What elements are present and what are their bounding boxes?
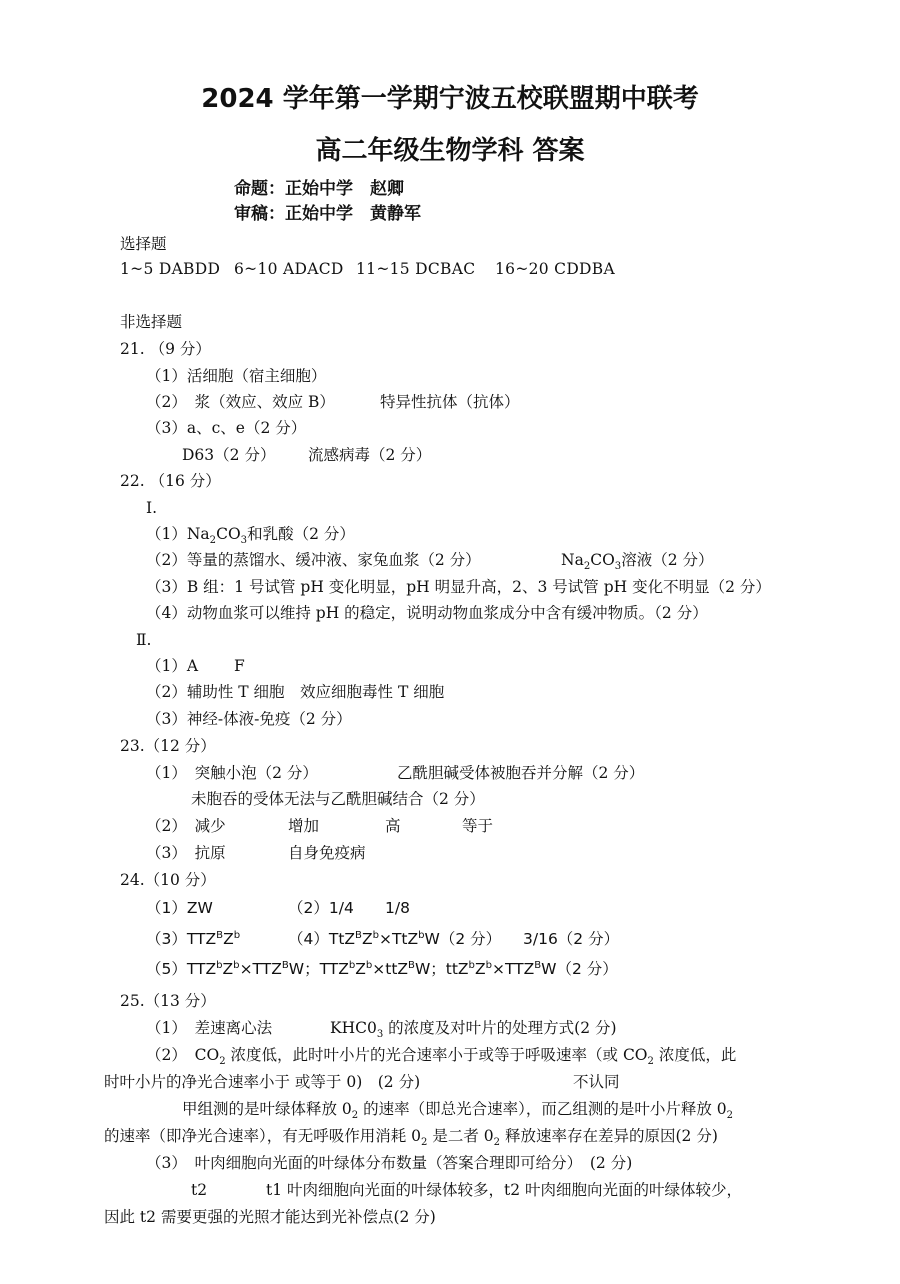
q23-answer-1b: 乙酰胆碱受体被胞吞并分解（2 分） <box>397 764 645 782</box>
q24-answer-4b: 3/16（2 分） <box>523 930 620 948</box>
non-mc-heading: 非选择题 <box>120 313 183 331</box>
q25-answer-2-reason-cont: 的速率（即净光合速率），有无呼吸作用消耗 $0_2$ 是二者 $0_2$ 释放速率存在差异的原因(2 分) <box>104 1127 718 1149</box>
mc-group-1: 1~5 DABDD <box>120 260 221 278</box>
author-line: 命题：正始中学 赵卿 <box>234 179 404 199</box>
q23-answer-2d: 等于 <box>462 817 494 835</box>
q24-answer-4: $(4)TtZ^BZ^b\times TtZ^bW(2$ 分） <box>288 929 502 948</box>
page-title: 2024 学年第一学期宁波五校联盟期中联考 <box>201 84 699 114</box>
q22-part2-answer-3: （3）神经-体液-免疫（2 分） <box>146 710 352 728</box>
q23-answer-2b: 增加 <box>288 817 320 835</box>
q22-answer-2a: （2）等量的蒸馏水、缓冲液、家兔血浆（2 分） <box>146 551 481 569</box>
q25-answer-2-cont: 时叶小片的净光合速率小于 或等于 0) (2 分) <box>104 1073 421 1091</box>
q25-answer-3b-short: t2 <box>191 1181 208 1199</box>
q21-answer-1: （1）活细胞（宿主细胞） <box>146 367 327 385</box>
q23-answer-3b: 自身免疫病 <box>288 844 366 862</box>
mc-group-2: 6~10 ADACD <box>234 260 344 278</box>
q22-answer-3: （3）B 组：1 号试管 pH 变化明显，pH 明显升高，2、3 号试管 pH 变化不明显（2 分） <box>146 578 771 596</box>
q23-heading: 23.（12 分） <box>120 737 216 755</box>
q21-answer-4a: D63（2 分） <box>182 446 276 464</box>
q24-answer-3: $(3)TTZ^BZ^b$ <box>146 929 241 948</box>
q21-answer-2a: （2） 浆（效应、效应 B） <box>146 393 335 411</box>
q22-part2-answer-2: （2）辅助性 T 细胞 效应细胞毒性 T 细胞 <box>146 683 445 701</box>
q24-heading: 24.（10 分） <box>120 871 216 889</box>
page-subtitle: 高二年级生物学科 答案 <box>315 136 585 166</box>
q22-part-1-label: Ⅰ. <box>146 499 158 517</box>
q25-heading: 25.（13 分） <box>120 992 216 1010</box>
reviewer-line: 审稿：正始中学 黄静军 <box>234 204 421 224</box>
mc-group-4: 16~20 CDDBA <box>495 260 615 278</box>
q21-answer-4b: 流感病毒（2 分） <box>308 446 432 464</box>
q25-answer-2: （2） $CO_2$ 浓度低，此时叶小片的光合速率小于或等于呼吸速率（或 $CO_2$ 浓度低，此 <box>146 1046 737 1068</box>
q23-answer-2a: （2） 减少 <box>146 817 226 835</box>
q22-answer-2b: $Na_2CO_3$溶液（2 分） <box>561 551 714 573</box>
q22-part-2-label: Ⅱ. <box>136 631 152 649</box>
q25-answer-2-reason: 甲组测的是叶绿体释放 $0_2$ 的速率（即总光合速率），而乙组测的是叶小片释放 $0_2$ <box>182 1100 734 1122</box>
q25-answer-1b: $KHC0_3$ 的浓度及对叶片的处理方式(2 分) <box>330 1019 617 1041</box>
q25-answer-3: （3） 叶肉细胞向光面的叶绿体分布数量（答案合理即可给分） (2 分) <box>146 1154 633 1172</box>
q22-answer-1: $(1)Na_2CO_3$和乳酸（2 分） <box>146 525 355 547</box>
mc-heading: 选择题 <box>120 235 167 253</box>
q23-answer-2c: 高 <box>385 817 401 835</box>
mc-group-3: 11~15 DCBAC <box>356 260 476 278</box>
q25-answer-3b: t1 叶肉细胞向光面的叶绿体较多，t2 叶肉细胞向光面的叶绿体较少， <box>266 1181 743 1199</box>
q21-answer-2b: 特异性抗体（抗体） <box>380 393 520 411</box>
q23-answer-1a: （1） 突触小泡（2 分） <box>146 764 318 782</box>
q25-answer-3b-cont: 因此 t2 需要更强的光照才能达到光补偿点(2 分) <box>104 1208 436 1226</box>
q24-answer-1: （1）ZW <box>146 899 213 917</box>
q22-part2-answer-1: （1）A F <box>146 657 245 675</box>
q24-answer-5: $(5)TTZ^bZ^b\times TTZ^BW$；$TTZ^bZ^b\times ttZ^BW$；$ttZ^bZ^b\times TTZ^BW(2$ 分） <box>146 959 618 978</box>
q22-heading: 22. （16 分） <box>120 472 221 490</box>
q25-answer-1a: （1） 差速离心法 <box>146 1019 273 1037</box>
q24-answer-2b: 1/8 <box>385 899 410 917</box>
q25-answer-2-verdict: 不认同 <box>573 1073 620 1091</box>
q21-heading: 21. （9 分） <box>120 340 211 358</box>
q22-answer-4: （4）动物血浆可以维持 pH 的稳定，说明动物血浆成分中含有缓冲物质。（2 分） <box>146 604 708 622</box>
q24-answer-2: （2）1/4 <box>288 899 354 917</box>
q21-answer-3: （3）a、c、e（2 分） <box>146 419 307 437</box>
q23-answer-3a: （3） 抗原 <box>146 844 226 862</box>
q23-answer-1c: 未胞吞的受体无法与乙酰胆碱结合（2 分） <box>191 790 485 808</box>
